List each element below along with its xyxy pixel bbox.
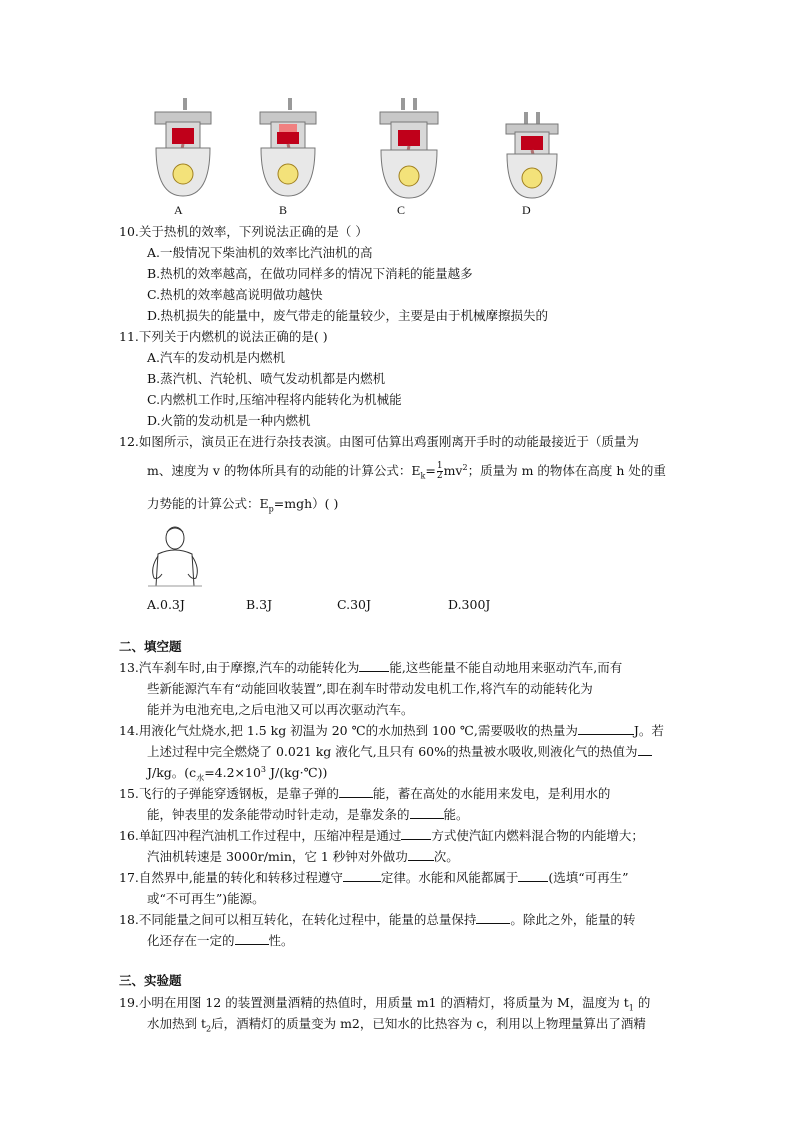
- question-12-line-3: 力势能的计算公式：$E_p=mgh$）( ): [147, 496, 339, 514]
- section-title-experiment: 三、实验题: [119, 973, 182, 988]
- question-11-option-d: D.火箭的发动机是一种内燃机: [147, 413, 311, 428]
- question-12-line-1: 12.如图所示，演员正在进行杂技表演。由图可估算出鸡蛋刚离开手时的动能最接近于（质量为: [119, 434, 639, 449]
- question-12-option-a: A.0.3J: [147, 597, 185, 612]
- question-12-line-2: m、速度为 v 的物体所具有的动能的计算公式：$E_k=$ $\frac{1}{2}$ $mv^2$；质量为 m 的物体在高度 h 处的重: [147, 461, 666, 481]
- engine-b-icon: [260, 98, 316, 196]
- question-13-line-1: 13.汽车刹车时,由于摩擦,汽车的动能转化为 能,这些能量不能自动地用来驱动汽车,而有: [119, 660, 623, 675]
- engine-label-b: B: [279, 203, 288, 217]
- section-title-fill-in: 二、填空题: [119, 639, 182, 654]
- question-13-line-2: 些新能源汽车有“动能回收装置”,即在刹车时带动发电机工作,将汽车的动能转化为: [147, 681, 593, 696]
- engine-a-icon: [155, 98, 211, 196]
- engine-label-d: D: [522, 203, 531, 217]
- question-13-line-3: 能并为电池充电,之后电池又可以再次驱动汽车。: [147, 702, 414, 717]
- question-16-line-2: 汽油机转速是 3000r/min，它 1 秒钟对外做功 次。: [147, 849, 459, 864]
- question-14-line-2: 上述过程中完全燃烧了 0.021 kg 液化气,且只有 60%的热量被水吸收,则液化气的热值为: [147, 742, 652, 760]
- engine-label-a: A: [174, 203, 183, 217]
- engine-c-icon: [380, 98, 438, 198]
- question-10-stem: 10.关于热机的效率，下列说法正确的是（ ）: [119, 224, 368, 239]
- question-14-line-1: 14.用液化气灶烧水,把 1.5 kg 初温为 20 ℃的水加热到 100 ℃,需要吸收的热量为 J。若: [119, 723, 664, 738]
- question-17-line-1: 17.自然界中,能量的转化和转移过程遵守 定律。水能和风能都属于 (选填“可再生”: [119, 870, 629, 885]
- question-16-line-1: 16.单缸四冲程汽油机工作过程中，压缩冲程是通过 方式使汽缸内燃料混合物的内能增大；: [119, 828, 644, 843]
- question-15-line-2: 能，钟表里的发条能带动时针走动，是靠发条的 能。: [147, 807, 469, 822]
- question-12-option-d: D.300J: [448, 597, 491, 612]
- question-10-option-c: C.热机的效率越高说明做功越快: [147, 287, 323, 302]
- question-19-line-1: 19.小明在用图 12 的装置测量酒精的热值时，用质量 m1 的酒精灯，将质量为 M，温度为 $t_1$ 的: [119, 995, 651, 1013]
- question-18-line-1: 18.不同能量之间可以相互转化，在转化过程中，能量的总量保持 。除此之外，能量的转: [119, 912, 636, 927]
- question-10-option-b: B.热机的效率越高，在做功同样多的情况下消耗的能量越多: [147, 266, 473, 281]
- question-19-line-2: 水加热到 $t_2$后，酒精灯的质量变为 m2，已知水的比热容为 c，利用以上物理量算出了酒精: [147, 1016, 646, 1034]
- question-18-line-2: 化还存在一定的 性。: [147, 933, 294, 948]
- question-15-line-1: 15.飞行的子弹能穿透钢板，是靠子弹的 能，蓄在高处的水能用来发电，是利用水的: [119, 786, 611, 801]
- question-10-option-d: D.热机损失的能量中，废气带走的能量较少，主要是由于机械摩擦损失的: [147, 308, 549, 323]
- engine-strokes-figure: [150, 98, 590, 202]
- question-11-stem: 11.下列关于内燃机的说法正确的是( ): [119, 329, 328, 344]
- engine-label-c: C: [397, 203, 406, 217]
- question-11-option-c: C.内燃机工作时,压缩冲程将内能转化为机械能: [147, 392, 402, 407]
- question-11-option-a: A.汽车的发动机是内燃机: [147, 350, 286, 365]
- question-12-option-c: C.30J: [337, 597, 372, 612]
- question-12-option-b: B.3J: [246, 597, 273, 612]
- acrobat-figure: [148, 518, 202, 590]
- question-11-option-b: B.蒸汽机、汽轮机、喷气发动机都是内燃机: [147, 371, 386, 386]
- question-10-option-a: A.一般情况下柴油机的效率比汽油机的高: [147, 245, 373, 260]
- engine-d-icon: [506, 112, 558, 198]
- question-14-line-3: J/kg。($c_水=4.2\times 10^3$ J/(kg·℃)): [147, 764, 328, 783]
- question-17-line-2: 或“不可再生”)能源。: [147, 891, 265, 906]
